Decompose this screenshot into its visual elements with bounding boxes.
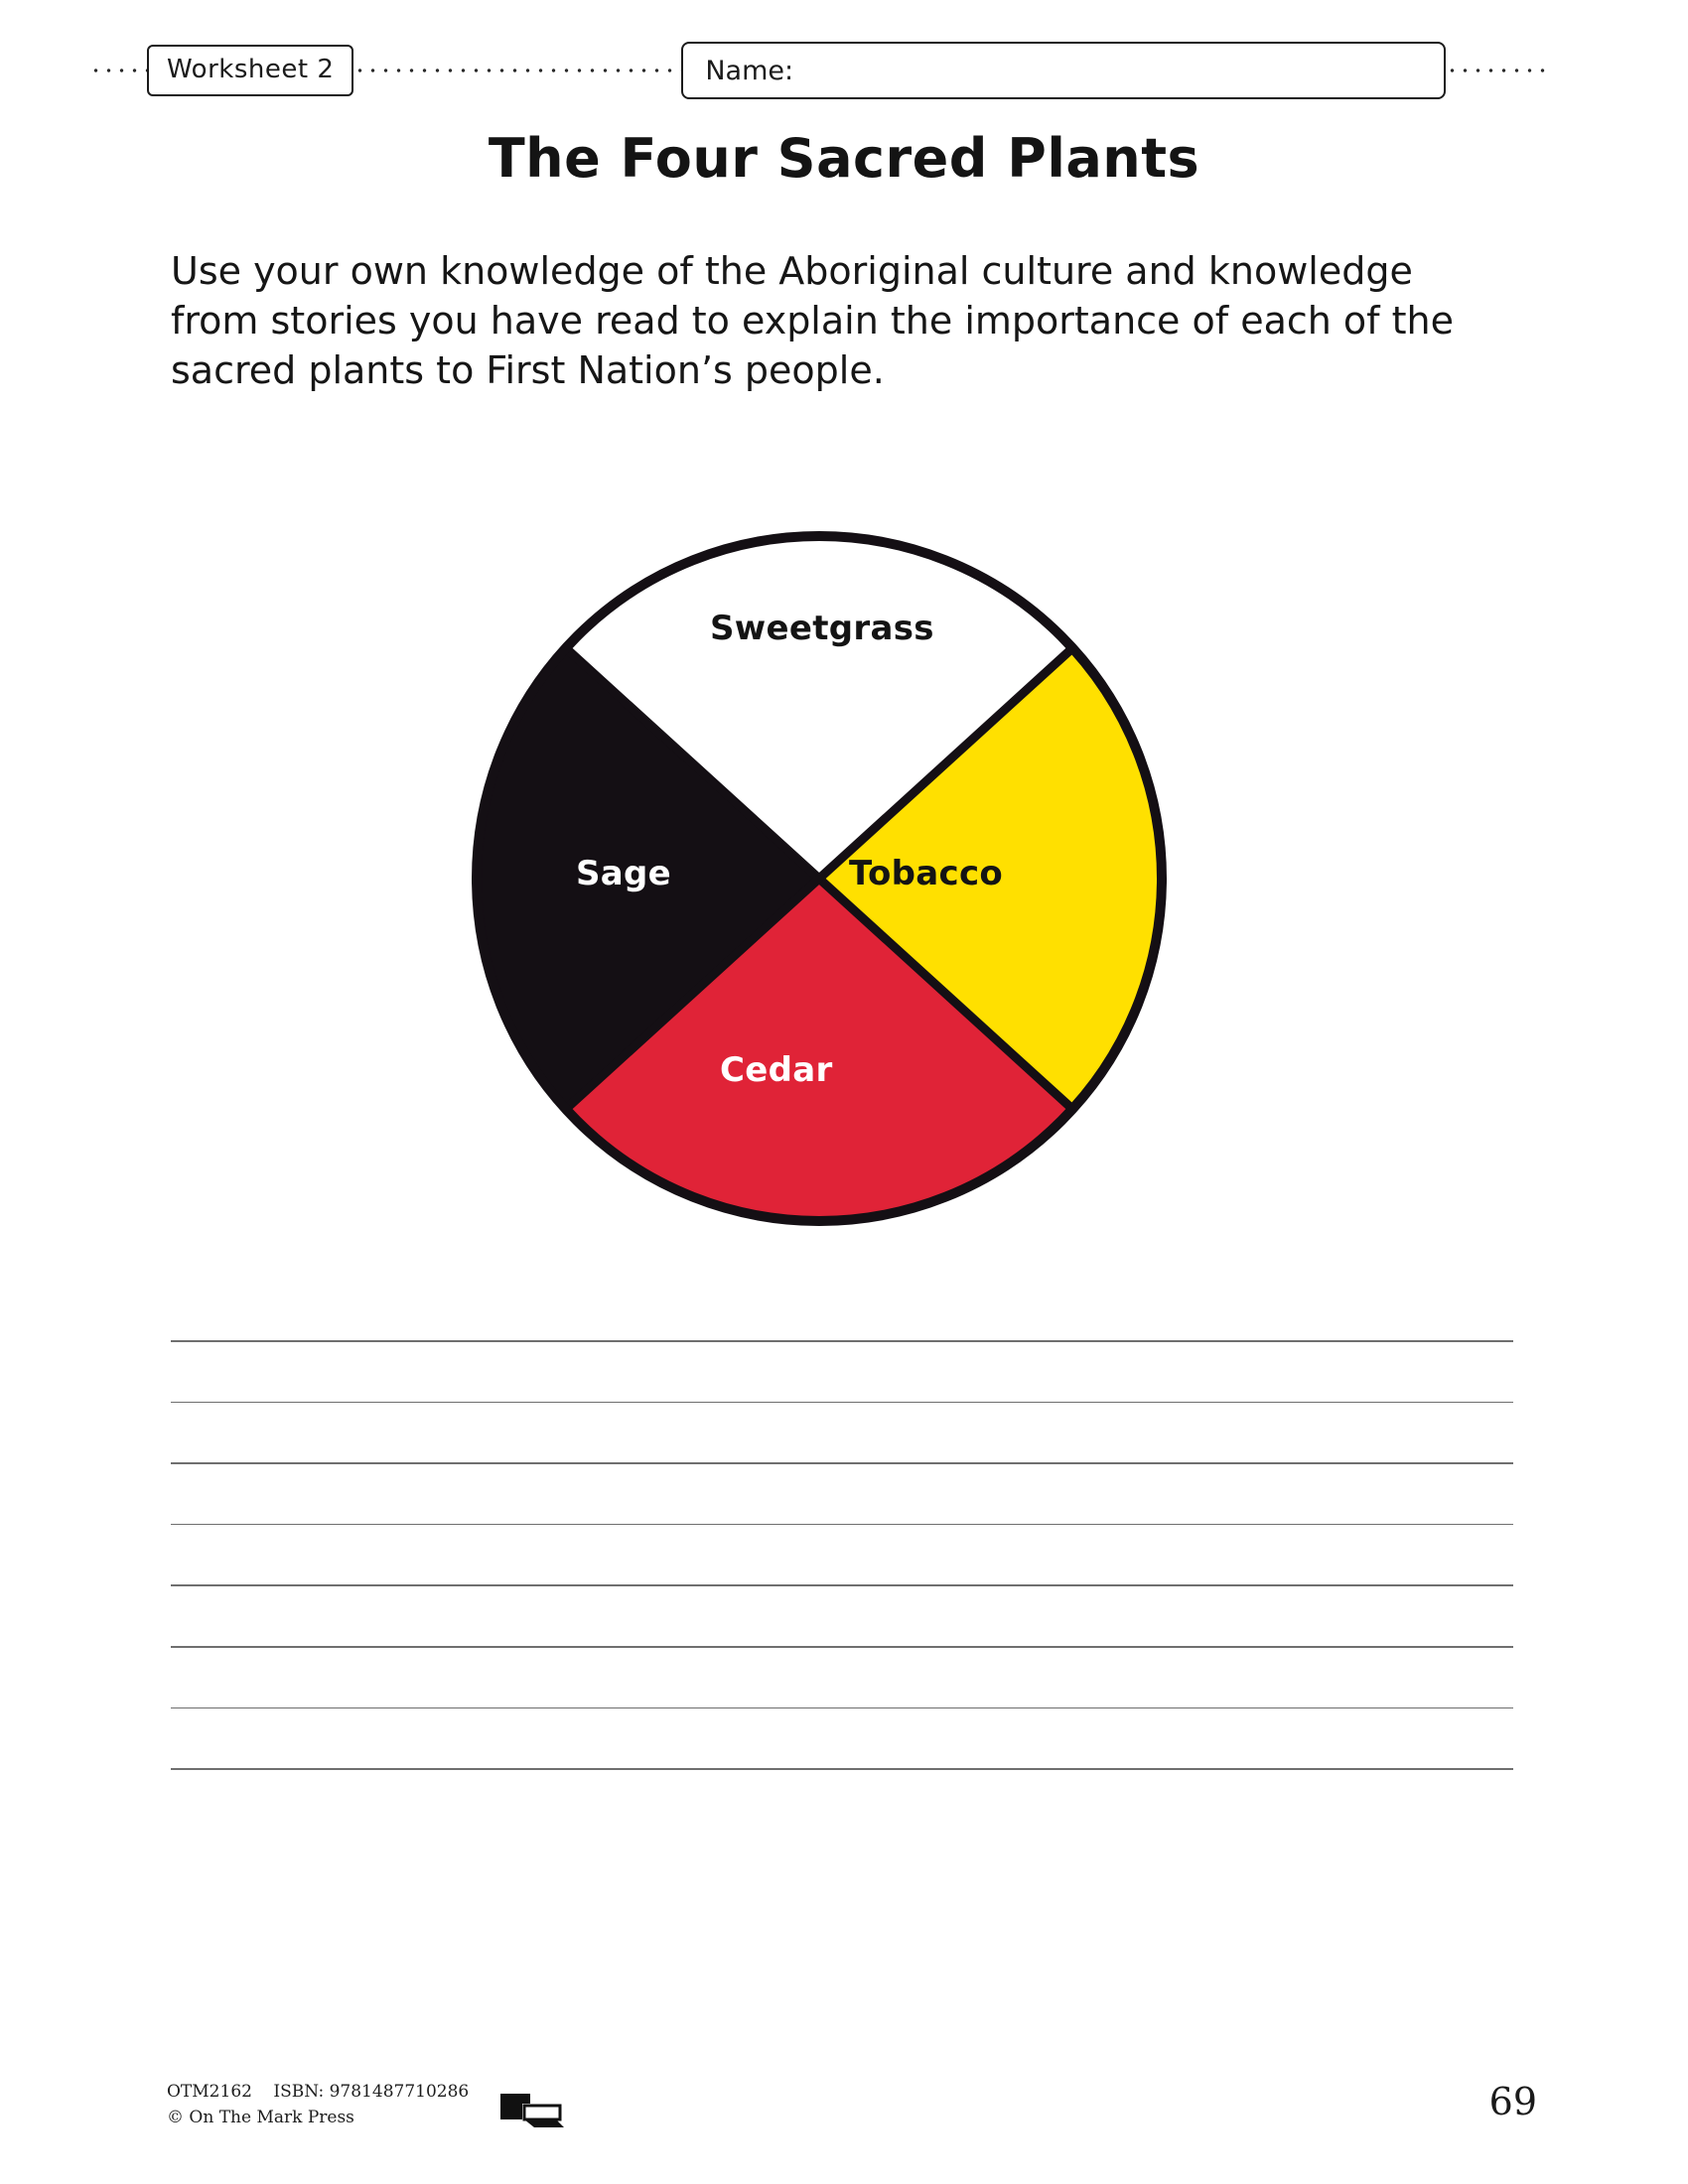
- wheel-label-cedar: Cedar: [720, 1050, 833, 1090]
- instructions-text: Use your own knowledge of the Aboriginal culture and knowledge from stories you have read to explain the importance of each of the sacred plants to First Nation’s people.: [171, 249, 1454, 393]
- footer-isbn: ISBN: 9781487710286: [273, 2082, 470, 2102]
- medicine-wheel-diagram: [457, 506, 1182, 1251]
- dot-leader-right: [1446, 68, 1553, 72]
- photocopy-permission-icon: [494, 2088, 568, 2131]
- dot-leader-left: [89, 68, 147, 72]
- wheel-label-sage: Sage: [576, 854, 672, 893]
- answer-lines[interactable]: [171, 1340, 1513, 1830]
- footer-code: OTM2162: [167, 2082, 252, 2102]
- answer-line[interactable]: [171, 1646, 1513, 1648]
- wheel-label-sweetgrass: Sweetgrass: [710, 609, 934, 648]
- footer-credits: [167, 2080, 485, 2130]
- worksheet-label: Worksheet 2: [147, 45, 353, 96]
- wheel-label-tobacco: Tobacco: [849, 854, 1004, 893]
- page-number: 69: [1488, 2080, 1537, 2123]
- answer-line[interactable]: [171, 1340, 1513, 1342]
- footer: [167, 2080, 1537, 2149]
- answer-line[interactable]: [171, 1402, 1513, 1404]
- dot-leader-middle: [353, 68, 681, 72]
- page-title: The Four Sacred Plants: [488, 127, 1200, 190]
- name-field[interactable]: [681, 42, 1446, 99]
- answer-line[interactable]: [171, 1462, 1513, 1464]
- name-field-label: Name:: [705, 55, 794, 86]
- footer-copyright: © On The Mark Press: [167, 2107, 354, 2127]
- answer-line[interactable]: [171, 1584, 1513, 1586]
- answer-line[interactable]: [171, 1524, 1513, 1526]
- answer-line[interactable]: [171, 1768, 1513, 1770]
- answer-line[interactable]: [171, 1707, 1513, 1709]
- header: [89, 40, 1599, 101]
